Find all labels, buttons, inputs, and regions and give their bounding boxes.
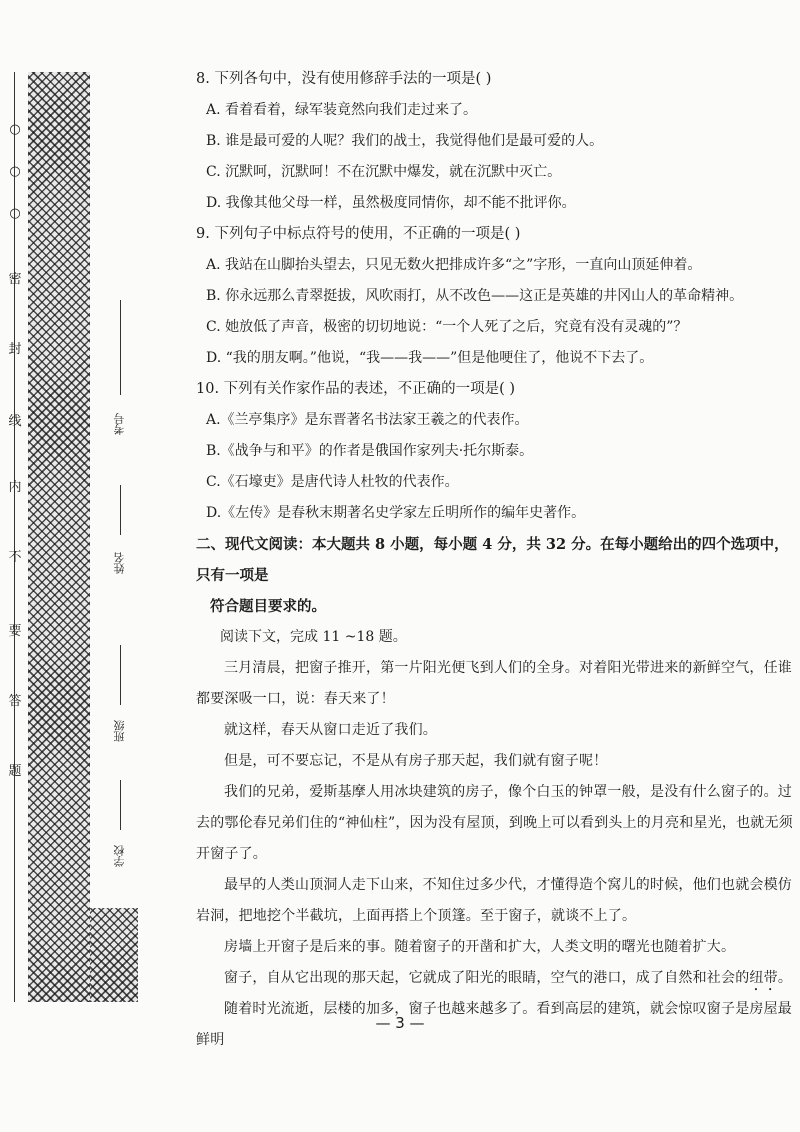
hatched-strip-bottom <box>90 908 138 1002</box>
hatched-strip <box>28 72 90 1002</box>
question-stem: 9. 下列句子中标点符号的使用，不正确的一项是( ) <box>196 226 521 242</box>
seal-char-yao: 要 <box>8 624 22 639</box>
exam-number-field <box>104 300 138 480</box>
seal-char-nei: 内 <box>8 480 22 495</box>
passage-paragraph: 最早的人类山顶洞人走下山来，不知住过多少代，才懂得造个窝儿的时候，他们也就会模仿岩洞，把地挖个半截坑，上面再搭上个顶篷。至于窗子，就谈不上了。 <box>196 877 792 924</box>
seal-mark: ○ <box>9 122 21 137</box>
passage-paragraph: 随着时光流逝，层楼的加多，窗子也越来越多了。看到高层的建筑，就会惊叹窗子是房屋最鲜明 <box>196 1001 792 1048</box>
passage-paragraph: 但是，可不要忘记，不是从有房子那天起，我们就有窗子呢！ <box>224 753 608 769</box>
question-8 <box>196 64 796 219</box>
question-stem: 10. 下列有关作家作品的表述，不正确的一项是( ) <box>196 381 516 397</box>
seal-char-xian: 线 <box>8 414 22 429</box>
seal-char-feng: 封 <box>8 342 22 357</box>
seal-mark: ○ <box>9 164 21 179</box>
option-b: B.《战争与和平》的作者是俄国作家列夫·托尔斯泰。 <box>206 443 534 459</box>
section-heading-line1: 二、现代文阅读：本大题共 8 小题，每小题 4 分，共 32 分。在每小题给出的四个选项中，只有一项是 <box>196 536 789 584</box>
seal-char-da: 答 <box>8 694 22 709</box>
seal-char-ti: 题 <box>8 764 22 779</box>
reading-passage <box>196 653 796 1056</box>
question-10 <box>196 374 796 529</box>
page-number: — 3 — <box>375 1014 425 1032</box>
reading-instruction: 阅读下文，完成 11 ~18 题。 <box>220 629 407 645</box>
option-c: C. 沉默呵，沉默呵！不在沉默中爆发，就在沉默中灭亡。 <box>206 164 562 180</box>
section-heading <box>196 529 796 622</box>
seal-mark: ○ <box>9 206 21 221</box>
passage-paragraph: 就这样，春天从窗口走近了我们。 <box>224 722 437 738</box>
option-b: B. 你永远那么青翠挺拔，风吹雨打，从不改色——这正是英雄的井冈山人的革命精神。 <box>206 288 744 304</box>
emphasized-word: 纽带 <box>749 970 778 986</box>
passage-paragraph: 房墙上开窗子是后来的事。随着窗子的开凿和扩大，人类文明的曙光也随着扩大。 <box>224 939 736 955</box>
passage-paragraph: 窗子，自从它出现的那天起，它就成了阳光的眼睛，空气的港口，成了自然和社会的纽带。 <box>224 970 793 986</box>
option-d: D.《左传》是春秋末期著名史学家左丘明所作的编年史著作。 <box>206 505 586 521</box>
seal-char-mi: 密 <box>8 272 22 287</box>
passage-paragraph: 三月清晨，把窗子推开，第一片阳光便飞到人们的全身。对着阳光带进来的新鲜空气，任谁都要深吸一口，说：春天来了！ <box>196 660 792 707</box>
exam-number-label: 考号 <box>113 413 126 435</box>
class-label: 班级 <box>113 720 126 742</box>
question-9 <box>196 219 796 374</box>
question-stem: 8. 下列各句中，没有使用修辞手法的一项是( ) <box>196 71 492 87</box>
option-d: D. 我像其他父母一样，虽然极度同情你，却不能不批评你。 <box>206 195 576 211</box>
option-c: C.《石壕吏》是唐代诗人杜牧的代表作。 <box>206 474 459 490</box>
binding-margin <box>0 0 190 1132</box>
option-a: A.《兰亭集序》是东晋著名书法家王羲之的代表作。 <box>206 412 529 428</box>
option-d: D. “我的朋友啊。”他说，“我——我——”但是他哽住了，他说不下去了。 <box>206 350 654 366</box>
passage-paragraph: 我们的兄弟，爱斯基摩人用冰块建筑的房子，像个白玉的钟罩一般，是没有什么窗子的。过去的鄂伦春兄弟们住的“神仙柱”，因为没有屋顶，到晚上可以看到头上的月亮和星光，也就无须开窗子了。 <box>196 784 793 862</box>
question-content <box>196 64 796 1056</box>
school-label: 学校 <box>113 845 126 867</box>
option-c: C. 她放低了声音，极密的切切地说：“一个人死了之后，究竟有没有灵魂的”？ <box>206 319 688 335</box>
option-b: B. 谁是最可爱的人呢？我们的战士，我觉得他们是最可爱的人。 <box>206 133 604 149</box>
section-heading-line2: 符合题目要求的。 <box>210 598 326 615</box>
seal-char-bu: 不 <box>8 550 22 565</box>
option-a: A. 看着看着，绿军装竟然向我们走过来了。 <box>206 102 478 118</box>
school-field <box>104 780 138 900</box>
option-a: A. 我站在山脚抬头望去，只见无数火把排成许多“之”字形，一直向山顶延伸着。 <box>206 257 702 273</box>
name-field <box>104 485 138 635</box>
name-label: 姓名 <box>113 552 126 574</box>
